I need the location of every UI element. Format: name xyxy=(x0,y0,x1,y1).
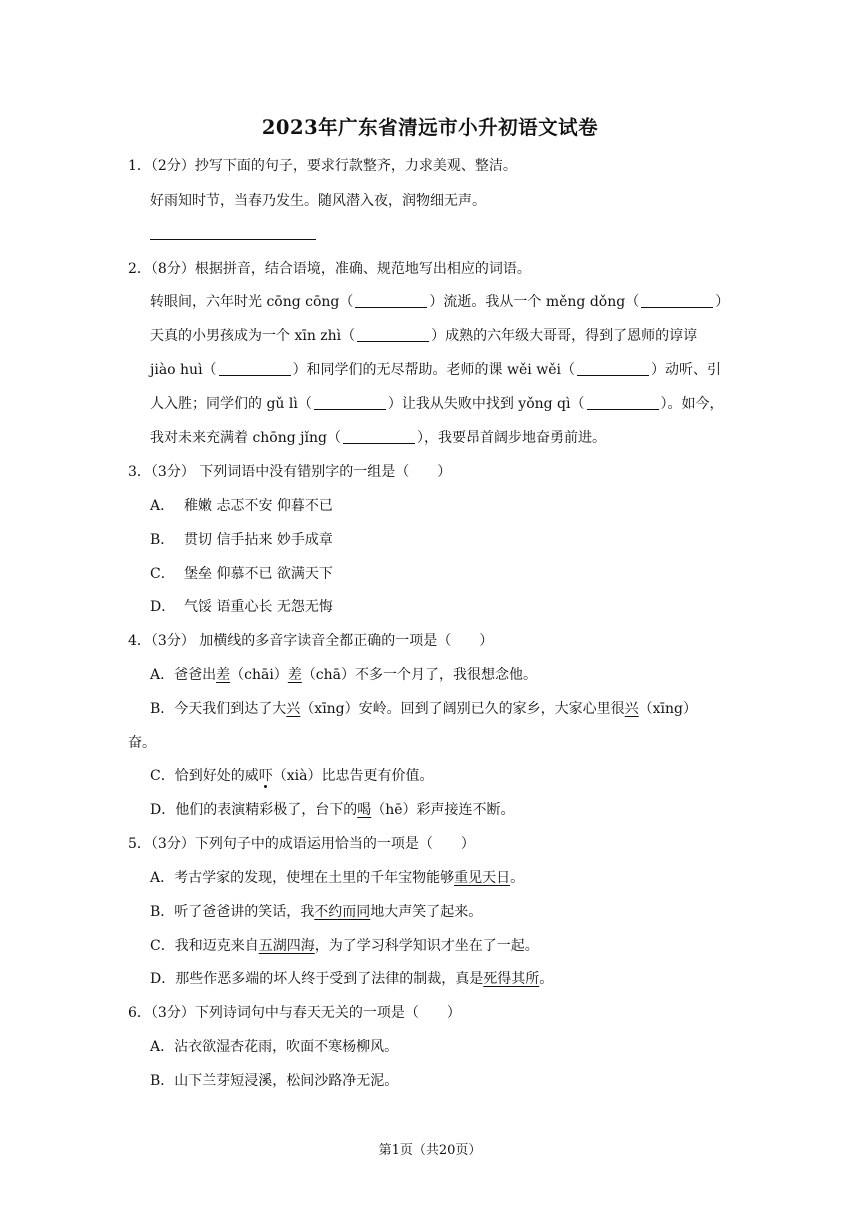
text-segment: ）让我从失败中找到 yǒng qì（ xyxy=(387,396,585,412)
blank[interactable] xyxy=(641,292,713,308)
blank[interactable] xyxy=(355,292,427,308)
text-segment: D．那些作恶多端的坏人终于受到了法律的制裁，真是 xyxy=(150,971,484,987)
option-d[interactable] xyxy=(150,969,553,989)
text-segment: ）和同学们的无尽帮助。老师的课 wěi wěi（ xyxy=(292,362,575,378)
question-2-line-4 xyxy=(150,394,724,414)
text-segment: ）成熟的六年级大哥哥，得到了恩师的谆谆 xyxy=(431,328,698,344)
blank[interactable] xyxy=(219,360,291,376)
blank[interactable] xyxy=(343,428,415,444)
option-c[interactable] xyxy=(150,936,539,956)
text-segment: （xīng）安岭。回到了阔别已久的家乡，大家心里很 xyxy=(300,701,625,717)
option-b[interactable]: B．山下兰芽短浸溪，松间沙路净无泥。 xyxy=(150,1073,399,1089)
text-segment: 我对未来充满着 chōng jǐng（ xyxy=(150,430,341,446)
option-a[interactable]: A．沾衣欲湿杏花雨，吹面不寒杨柳风。 xyxy=(150,1039,399,1055)
text-segment: ）动听、引 xyxy=(650,362,721,378)
option-b[interactable] xyxy=(150,699,697,719)
option-d[interactable] xyxy=(150,597,333,617)
option-text: 稚嫩 忐忑不安 仰暮不已 xyxy=(184,498,333,514)
text-segment: （chā）不多一个月了，我很想念他。 xyxy=(301,667,538,683)
underlined-char: 差 xyxy=(216,667,231,683)
underlined-phrase: 不约而同 xyxy=(314,904,371,920)
option-b-continued: 奋。 xyxy=(128,735,156,751)
option-b[interactable] xyxy=(150,530,333,550)
text-segment: C．我和迈克来自 xyxy=(150,938,259,954)
underlined-char: 差 xyxy=(287,667,302,683)
option-text: 气馁 语重心长 无怨无悔 xyxy=(184,599,333,615)
text-segment: C．恰到好处的威 xyxy=(150,768,259,784)
underlined-phrase: 重见天日 xyxy=(454,870,511,886)
option-label: D． xyxy=(150,599,176,615)
option-b[interactable] xyxy=(150,902,482,922)
text-segment: （chāi） xyxy=(230,667,288,683)
question-5-stem: 5．（3分）下列句子中的成语运用恰当的一项是（ ） xyxy=(128,836,475,852)
text-segment: 地大声笑了起来。 xyxy=(370,904,483,920)
text-segment: A．考古学家的发现，使埋在土里的千年宝物能够 xyxy=(150,870,455,886)
underlined-char: 兴 xyxy=(286,701,301,717)
dotted-char: 吓 xyxy=(258,768,273,784)
option-text: 堡垒 仰慕不已 欲满天下 xyxy=(184,566,333,582)
underlined-char: 兴 xyxy=(624,701,639,717)
underlined-phrase: 死得其所 xyxy=(483,971,540,987)
option-label: A． xyxy=(150,498,175,514)
page-footer: 第1页（共20页） xyxy=(378,1143,482,1158)
question-1-stem: 1．（2分）抄写下面的句子，要求行款整齐，力求美观、整洁。 xyxy=(128,158,517,174)
blank[interactable] xyxy=(357,326,429,342)
text-segment: B．听了爸爸讲的笑话，我 xyxy=(150,904,315,920)
question-2-stem: 2．（8分）根据拼音，结合语境，准确、规范地写出相应的词语。 xyxy=(128,261,531,277)
text-segment: A．爸爸出 xyxy=(150,667,217,683)
text-segment: ）流逝。我从一个 měng dǒng（ xyxy=(429,294,640,310)
underlined-char: 喝 xyxy=(357,802,372,818)
blank[interactable] xyxy=(587,394,659,410)
text-segment: ，为了学习科学知识才坐在了一起。 xyxy=(314,938,539,954)
option-a[interactable] xyxy=(150,868,524,888)
text-segment: 。 xyxy=(539,971,554,987)
text-segment: 。 xyxy=(510,870,525,886)
text-segment: B．今天我们到达了大 xyxy=(150,701,287,717)
question-2-line-5 xyxy=(150,428,606,448)
question-1-text: 好雨知时节，当春乃发生。随风潜入夜，润物细无声。 xyxy=(150,193,486,209)
question-2-line-2 xyxy=(150,326,697,346)
question-6-stem: 6．（3分）下列诗词句中与春天无关的一项是（ ） xyxy=(128,1005,461,1021)
text-segment: ） xyxy=(715,294,730,310)
question-2-line-1 xyxy=(150,292,730,312)
option-label: C． xyxy=(150,566,175,582)
option-a[interactable] xyxy=(150,665,537,685)
option-d[interactable] xyxy=(150,800,515,820)
question-3-stem: 3．（3分） 下列词语中没有错别字的一组是（ ） xyxy=(128,464,452,480)
text-segment: （xià）比忠告更有价值。 xyxy=(272,768,434,784)
underlined-phrase: 五湖四海 xyxy=(258,938,315,954)
text-segment: ），我要昂首阔步地奋勇前进。 xyxy=(416,430,606,446)
text-segment: D．他们的表演精彩极了，台下的 xyxy=(150,802,358,818)
text-segment: （xīng） xyxy=(638,701,698,717)
option-c[interactable] xyxy=(150,564,333,584)
blank[interactable] xyxy=(577,360,649,376)
page-title: 2023年广东省清远市小升初语文试卷 xyxy=(261,116,599,139)
option-label: B． xyxy=(150,532,175,548)
text-segment: jiào huì（ xyxy=(150,362,217,378)
question-2-line-3 xyxy=(150,360,721,380)
answer-line[interactable] xyxy=(150,239,316,240)
text-segment: ）。如今， xyxy=(660,396,724,412)
option-text: 贯切 信手拈来 妙手成章 xyxy=(184,532,333,548)
option-a[interactable] xyxy=(150,496,333,516)
blank[interactable] xyxy=(314,394,386,410)
text-segment: 转眼间，六年时光 cōng cōng（ xyxy=(150,294,354,310)
option-c[interactable] xyxy=(150,766,433,786)
question-4-stem: 4．（3分） 加横线的多音字读音全都正确的一项是（ ） xyxy=(128,633,494,649)
text-segment: 天真的小男孩成为一个 xīn zhì（ xyxy=(150,328,356,344)
text-segment: （hē）彩声接连不断。 xyxy=(371,802,515,818)
text-segment: 人入胜；同学们的 gǔ lì（ xyxy=(150,396,312,412)
